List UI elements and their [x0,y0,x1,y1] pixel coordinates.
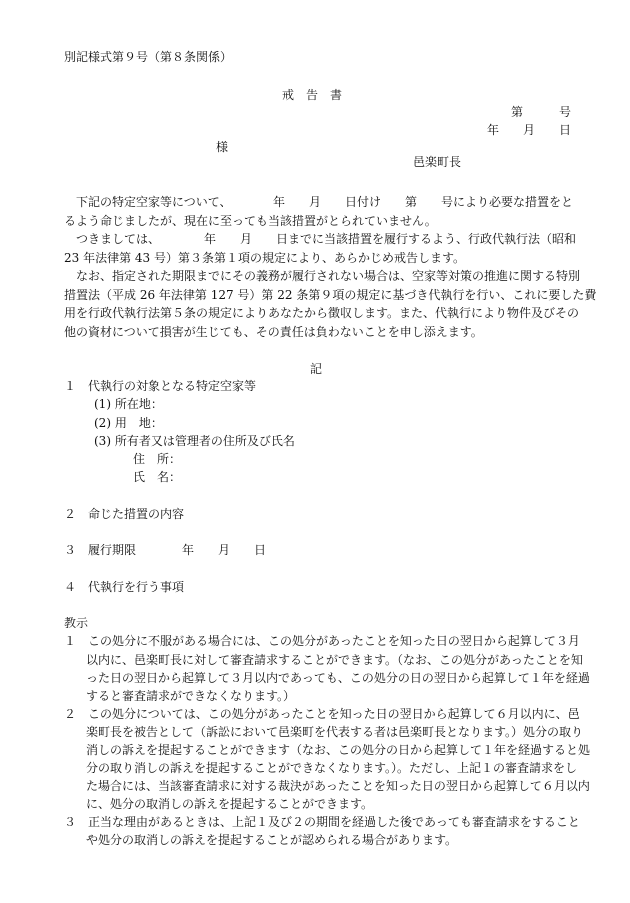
addressee-honorific: 様 [216,140,229,154]
kyouji-line: や処分の取消しの訴えを提起することが認められる場合があります。 [86,833,458,847]
kyouji-line: 消しの訴えを提起することができます（なお、この処分の日から起算して１年を経過すると処 [86,743,591,757]
kyouji-line: ２ この処分については、この処分があったことを知った日の翌日から起算して６月以内に、邑 [64,707,580,721]
form-reference: 別記様式第９号（第８条関係） [64,50,233,64]
intro-line: つきましては、 [76,232,161,246]
intro-line: 措置法（平成 26 年法律第 127 号）第 22 条第９項の規定に基づき代執行を行い、これに要した費 [64,288,597,302]
ki-heading: 記 [310,362,323,376]
document-number: 第 号 [510,105,571,119]
kyouji-line: た場合には、当該審査請求に対する裁決があったことを知った日の翌日から起算して６月以内 [86,779,590,793]
item-1-owner: (3) 所有者又は管理者の住所及び氏名 [94,434,295,448]
item-1-owner-name: 氏 名： [133,470,182,484]
document-date: 年 月 日 [486,123,571,137]
kyouji-line: すると審査請求ができなくなります。） [86,689,296,703]
kyouji-heading: 教示 [64,616,89,630]
item-1-location: (1) 所在地： [94,397,163,411]
intro-line: 23 年法律第 43 号）第３条第１項の規定により、あらかじめ戒告します。 [64,251,466,265]
document-title: 戒 告 書 [282,88,343,102]
item-1-heading: １ 代執行の対象となる特定空家等 [64,379,257,393]
intro-line: 年 月 日までに当該措置を履行するよう、行政代執行法（昭和 [204,232,577,246]
kyouji-line: １ この処分に不服がある場合には、この処分があったことを知った日の翌日から起算して３月 [64,634,580,648]
kyouji-line: 以内に、邑楽町長に対して審査請求することができます。（なお、この処分があったことを知 [86,653,583,667]
kyouji-line: ３ 正当な理由があるときは、上記１及び２の期間を経過した後であっても審査請求をすること [64,815,580,829]
intro-line: 他の資材について損害が生じても、その責任は負わないことを申し添えます。 [64,325,483,339]
sender-name: 邑楽町長 [413,155,462,169]
intro-line: 下記の特定空家等について、 [76,195,232,209]
item-2-heading: ２ 命じた措置の内容 [64,507,185,521]
kyouji-line: 楽町長を被告として（訴訟において邑楽町を代表する者は邑楽町長となります。）処分の取り [86,725,584,739]
kyouji-line: 分の取り消しの訴えを提起することができなくなります。）。ただし、上記１の審査請求をし [86,761,578,775]
item-1-land: (2) 用 地： [94,416,163,430]
kyouji-line: に、処分の取消しの訴えを提起することができます。 [86,797,374,811]
intro-line: 用を行政代執行法第５条の規定によりあなたから徴収します。また、代執行により物件及びその [64,306,580,320]
intro-line: 年 月 日付け 第 号により必要な措置をと [273,195,574,209]
item-1-owner-address: 住 所： [133,452,182,466]
item-3-deadline: 年 月 日 [182,543,267,557]
item-4-heading: ４ 代執行を行う事項 [64,580,185,594]
kyouji-line: った日の翌日から起算して３月以内であっても、この処分の日の翌日から起算して１年を経過 [86,671,590,685]
item-3-heading: ３ 履行期限 [64,543,137,557]
intro-line: るよう命じましたが、現在に至っても当該措置がとられていません。 [64,214,437,228]
intro-line: なお、指定された期限までにその義務が履行されない場合は、空家等対策の推進に関する特別 [76,269,581,283]
